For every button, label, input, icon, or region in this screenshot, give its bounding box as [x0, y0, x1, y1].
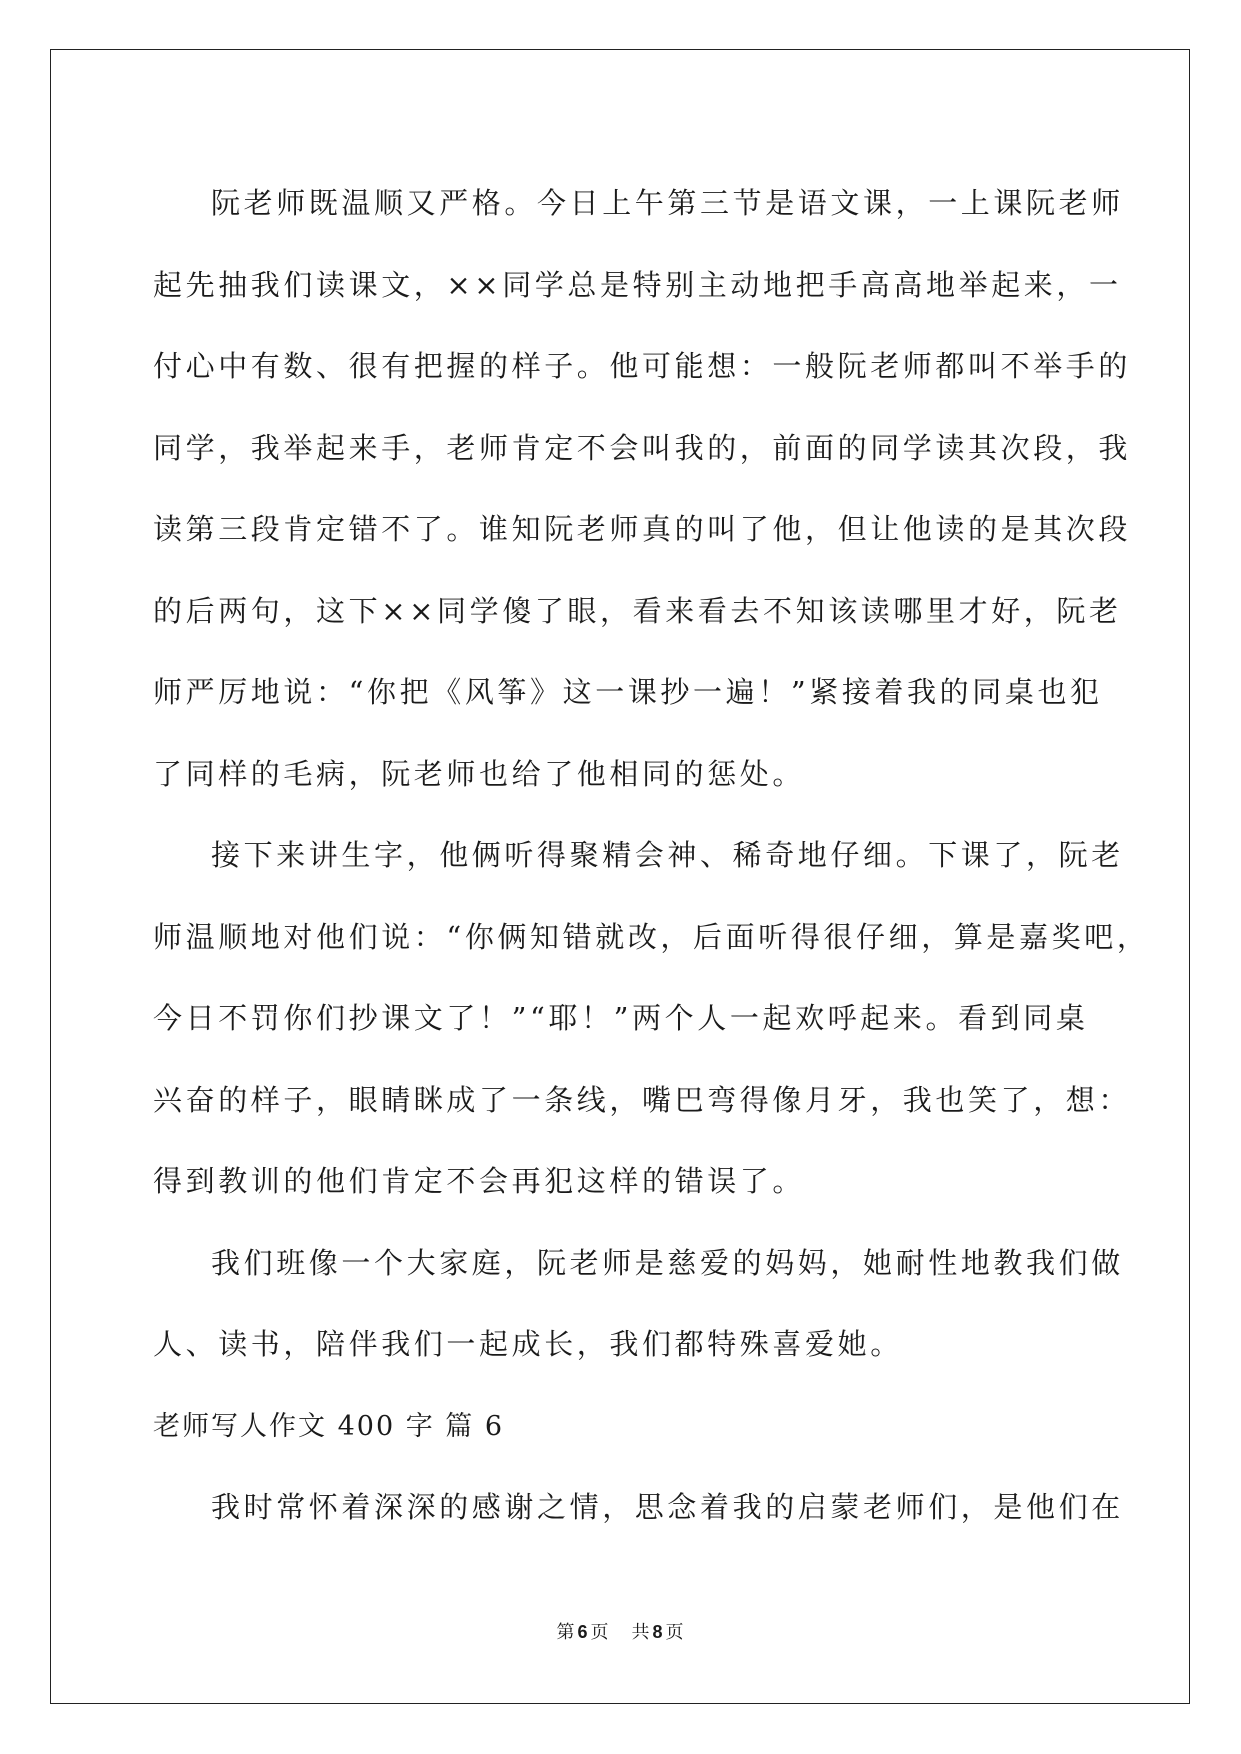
text-line: 得到教训的他们肯定不会再犯这样的错误了。	[153, 1164, 806, 1198]
text-line: 同学，我举起来手，老师肯定不会叫我的，前面的同学读其次段，我	[153, 430, 1132, 465]
text-line: 兴奋的样子，眼睛眯成了一条线，嘴巴弯得像月牙，我也笑了，想：	[153, 1082, 1132, 1117]
document-body	[153, 163, 1150, 1549]
text-line: 我时常怀着深深的感谢之情，思念着我的启蒙老师们，是他们在	[211, 1490, 1124, 1524]
page-footer	[0, 1618, 1241, 1644]
text-line: 接下来讲生字，他俩听得聚精会神、稀奇地仔细。下课了，阮老	[211, 838, 1124, 872]
text-line: 阮老师既温顺又严格。今日上午第三节是语文课，一上课阮老师	[211, 186, 1124, 220]
text-line: 付心中有数、很有把握的样子。他可能想：一般阮老师都叫不举手的	[153, 349, 1132, 383]
text-line: 今日不罚你们抄课文了！”“耶！”两个人一起欢呼起来。看到同桌	[153, 1001, 1089, 1035]
text-line: 读第三段肯定错不了。谁知阮老师真的叫了他，但让他读的是其次段	[153, 512, 1132, 546]
paragraph-4	[153, 1467, 1124, 1549]
text-line: 了同样的毛病，阮老师也给了他相同的惩处。	[153, 756, 806, 791]
footer-total-suffix: 页	[665, 1622, 685, 1643]
footer-page-number: 6	[577, 1622, 589, 1642]
text-line: 师温顺地对他们说：“你俩知错就改，后面听得很仔细，算是嘉奖吧，	[153, 919, 1150, 954]
text-line: 人、读书，陪伴我们一起成长，我们都特殊喜爱她。	[153, 1327, 903, 1361]
footer-total-number: 8	[652, 1622, 664, 1642]
footer-page-suffix: 页	[590, 1622, 610, 1643]
footer-total-prefix: 共	[631, 1622, 651, 1643]
section-heading: 老师写人作文 400 字 篇 6	[153, 1410, 505, 1442]
text-line: 起先抽我们读课文，××同学总是特别主动地把手高高地举起来，一	[153, 267, 1122, 302]
text-line: 我们班像一个大家庭，阮老师是慈爱的妈妈，她耐性地教我们做	[211, 1245, 1124, 1280]
paragraph-2	[153, 815, 1150, 1223]
paragraph-3	[153, 1223, 1124, 1386]
paragraph-1	[153, 163, 1132, 815]
footer-page-prefix: 第	[556, 1622, 576, 1643]
text-line: 的后两句，这下××同学傻了眼，看来看去不知该读哪里才好，阮老	[153, 593, 1122, 628]
text-line: 师严厉地说：“你把《风筝》这一课抄一遍！”紧接着我的同桌也犯	[153, 675, 1103, 709]
